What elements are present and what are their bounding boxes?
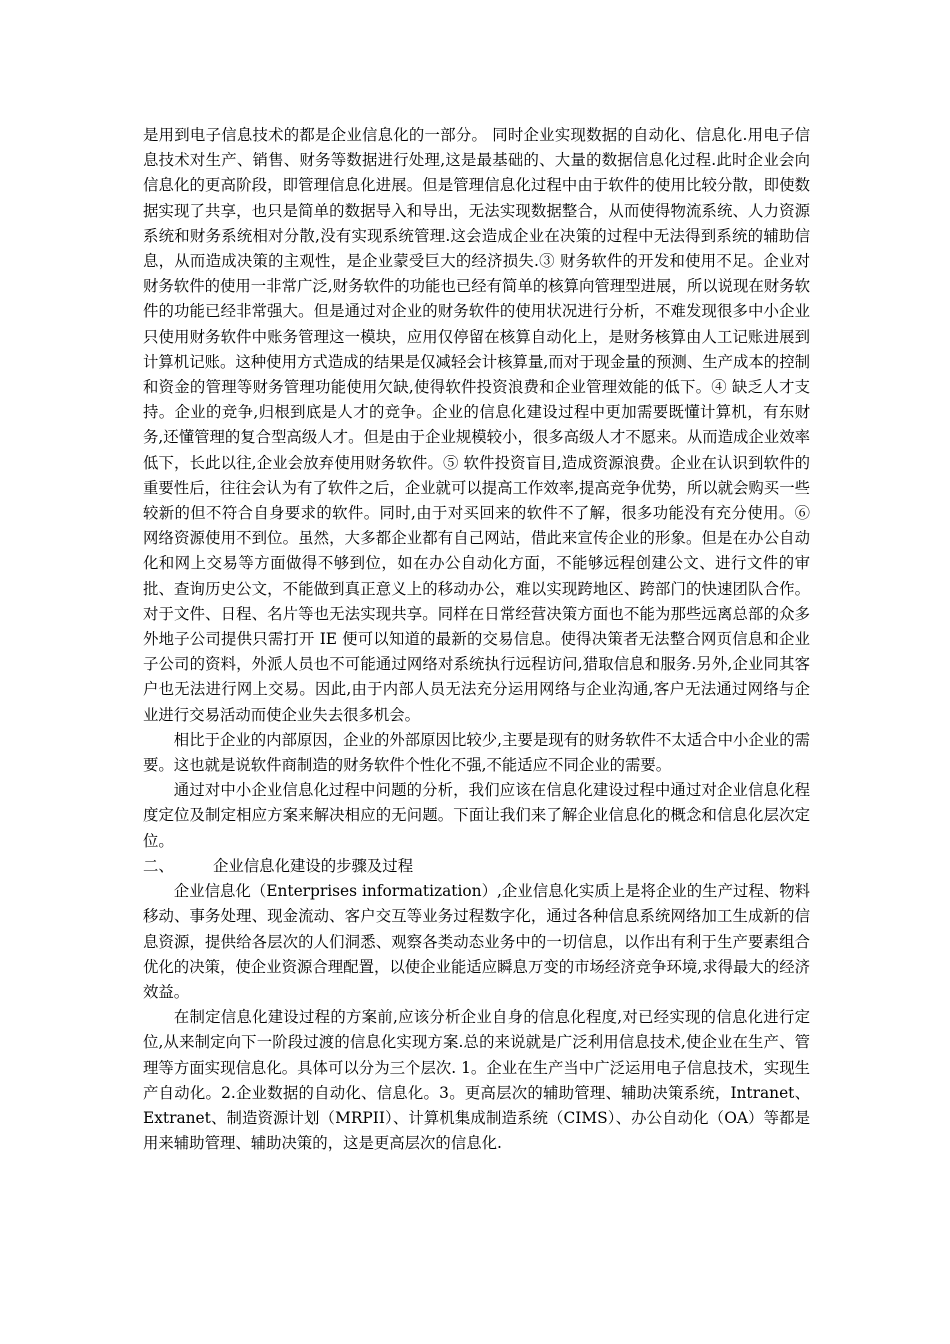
body-paragraph-5: 在制定信息化建设过程的方案前,应该分析企业自身的信息化程度,对已经实现的信息化进行定位,从来制定向下一阶段过渡的信息化实现方案.总的来说就是广泛利用信息技术,使企业在生产、管理等方面实现信息化。具体可以分为三个层次. 1。企业在生产当中广泛运用电子信息技术，实现生产自动化。2.企业数据的自动化、信息化。3。更高层次的辅助管理、辅助决策系统，Intranet、Extranet、制造资源计划（MRPII）、计算机集成制造系统（CIMS）、办公自动化（OA）等都是用来辅助管理、辅助决策的，这是更高层次的信息化. bbox=[143, 1008, 810, 1153]
body-paragraph-2: 相比于企业的内部原因，企业的外部原因比较少,主要是现有的财务软件不太适合中小企业的需要。这也就是说软件商制造的财务软件个性化不强,不能适应不同企业的需要。 bbox=[143, 730, 810, 775]
document-body bbox=[143, 123, 810, 1156]
body-paragraph-1: 是用到电子信息技术的都是企业信息化的一部分。 同时企业实现数据的自动化、信息化.用电子信息技术对生产、销售、财务等数据进行处理,这是最基础的、大量的数据信息化过程.此时企业会向信息化的更高阶段，即管理信息化进展。但是管理信息化过程中由于软件的使用比较分散，即使数据实现了共享，也只是简单的数据导入和导出，无法实现数据整合，从而使得物流系统、人力资源系统和财务系统相对分散,没有实现系统管理.这会造成企业在决策的过程中无法得到系统的辅助信息，从而造成决策的主观性，是企业蒙受巨大的经济损失.③ 财务软件的开发和使用不足。企业对财务软件的使用一非常广泛,财务软件的功能也已经有简单的核算向管理型进展，所以说现在财务软件的功能已经非常强大。但是通过对企业的财务软件的使用状况进行分析，不难发现很多中小企业只使用财务软件中账务管理这一模块，应用仅停留在核算自动化上，是财务核算由人工记账进展到计算机记账。这种使用方式造成的结果是仅减轻会计核算量,而对于现金量的预测、生产成本的控制和资金的管理等财务管理功能使用欠缺,使得软件投资浪费和企业管理效能的低下。④ 缺乏人才支持。企业的竞争,归根到底是人才的竞争。企业的信息化建设过程中更加需要既懂计算机，有东财务,还懂管理的复合型高级人才。但是由于企业规模较小，很多高级人才不愿来。从而造成企业效率低下，长此以往,企业会放弃使用财务软件。⑤ 软件投资盲目,造成资源浪费。企业在认识到软件的重要性后，往往会认为有了软件之后，企业就可以提高工作效率,提高竞争优势，所以就会购买一些较新的但不符合自身要求的软件。同时,由于对买回来的软件不了解，很多功能没有充分使用。⑥ 网络资源使用不到位。虽然，大多都企业都有自己网站，借此来宣传企业的形象。但是在办公自动化和网上交易等方面做得不够到位，如在办公自动化方面，不能够远程创建公文、进行文件的审批、查询历史公文，不能做到真正意义上的移动办公，难以实现跨地区、跨部门的快速团队合作。对于文件、日程、名片等也无法实现共享。同样在日常经营决策方面也不能为那些远离总部的众多外地子公司提供只需打开 IE 便可以知道的最新的交易信息。使得决策者无法整合网页信息和企业子公司的资料，外派人员也不可能通过网络对系统执行远程访问,猎取信息和服务.另外,企业同其客户也无法进行网上交易。因此,由于内部人员无法充分运用网络与企业沟通,客户无法通过网络与企业进行交易活动而使企业失去很多机会。 bbox=[143, 126, 810, 724]
section-heading-number: 二、 bbox=[143, 856, 174, 875]
body-paragraph-3: 通过对中小企业信息化过程中问题的分析，我们应该在信息化建设过程中通过对企业信息化程度定位及制定相应方案来解决相应的无问题。下面让我们来了解企业信息化的概念和信息化层次定位。 bbox=[143, 781, 810, 850]
body-paragraph-4: 企业信息化（Enterprises informatization）,企业信息化实质上是将企业的生产过程、物料移动、事务处理、现金流动、客户交互等业务过程数字化，通过各种信息系统网络加工生成新的信息资源，提供给各层次的人们洞悉、观察各类动态业务中的一切信息，以作出有利于生产要素组合优化的决策，使企业资源合理配置，以使企业能适应瞬息万变的市场经济竞争环境,求得最大的经济效益。 bbox=[143, 882, 810, 1001]
section-heading bbox=[143, 854, 810, 879]
section-heading-title: 企业信息化建设的步骤及过程 bbox=[213, 856, 414, 875]
